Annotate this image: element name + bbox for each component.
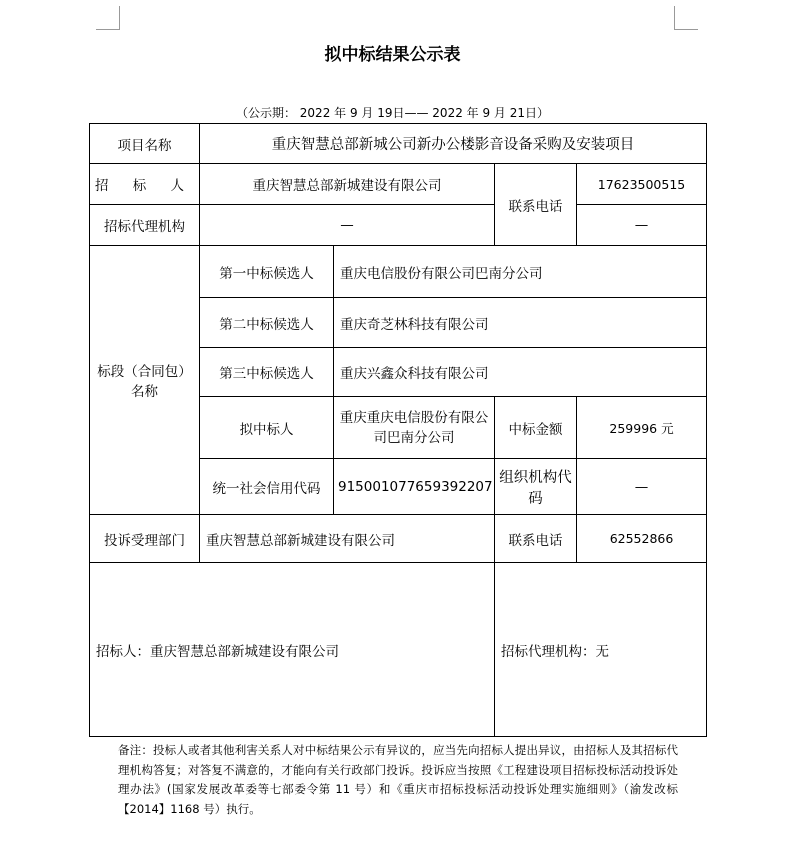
bid-amount-value: 259996 元 (577, 397, 707, 459)
sign-agency: 招标代理机构：无 (495, 563, 707, 737)
complaint-phone-value: 62552866 (577, 515, 707, 563)
row-tenderer (90, 164, 707, 205)
candidate-2-value: 重庆奇芝林科技有限公司 (334, 298, 707, 348)
agency-value: — (200, 205, 495, 246)
row-agency (90, 205, 707, 246)
row-signatures (90, 563, 707, 737)
bid-amount-label: 中标金额 (495, 397, 577, 459)
tenderer-label: 招 标 人 (90, 164, 200, 205)
row-complaint (90, 515, 707, 563)
complaint-dept-value: 重庆智慧总部新城建设有限公司 (200, 515, 495, 563)
complaint-phone-label: 联系电话 (495, 515, 577, 563)
result-table (89, 123, 707, 737)
remarks-note: 备注：投标人或者其他利害关系人对中标结果公示有异议的，应当先向招标人提出异议，由招标人及其招标代理机构答复；对答复不满意的，才能向有关行政部门投诉。投诉应当按照《工程建设项目招标投标活动投诉处理办法》(国家发展改革委等七部委令第 11 号）和《重庆市招标投标活动投诉处理实施细则》（渝发改标【2014】1168 号）执行。 (118, 743, 678, 816)
page-corner-mark (96, 29, 120, 30)
page-corner-mark (119, 6, 120, 30)
section-label: 标段（合同包）名称 (90, 246, 200, 515)
candidate-1-label: 第一中标候选人 (200, 246, 334, 298)
agency-phone-value: — (577, 205, 707, 246)
document-title: 拟中标结果公示表 (324, 45, 461, 65)
tenderer-value: 重庆智慧总部新城建设有限公司 (200, 164, 495, 205)
row-project (90, 124, 707, 164)
project-name-label: 项目名称 (90, 124, 200, 164)
credit-code-label: 统一社会信用代码 (200, 459, 334, 515)
candidate-3-label: 第三中标候选人 (200, 348, 334, 397)
publicity-period: （公示期： 2022 年 9 月 19日—— 2022 年 9 月 21日） (235, 106, 550, 120)
sign-tenderer: 招标人：重庆智慧总部新城建设有限公司 (90, 563, 495, 737)
candidate-2-label: 第二中标候选人 (200, 298, 334, 348)
candidate-3-value: 重庆兴鑫众科技有限公司 (334, 348, 707, 397)
credit-code-value: 915001077659392207 (334, 459, 495, 515)
tenderer-phone-value: 17623500515 (577, 164, 707, 205)
agency-label: 招标代理机构 (90, 205, 200, 246)
page-corner-mark (674, 6, 675, 30)
project-name-value: 重庆智慧总部新城公司新办公楼影音设备采购及安装项目 (200, 124, 707, 164)
page-corner-mark (674, 29, 698, 30)
row-candidate-1 (90, 246, 707, 298)
org-code-label: 组织机构代码 (495, 459, 577, 515)
proposed-winner-value: 重庆重庆电信股份有限公司巴南分公司 (334, 397, 495, 459)
proposed-winner-label: 拟中标人 (200, 397, 334, 459)
candidate-1-value: 重庆电信股份有限公司巴南分公司 (334, 246, 707, 298)
complaint-dept-label: 投诉受理部门 (90, 515, 200, 563)
org-code-value: — (577, 459, 707, 515)
tenderer-phone-label: 联系电话 (495, 164, 577, 246)
